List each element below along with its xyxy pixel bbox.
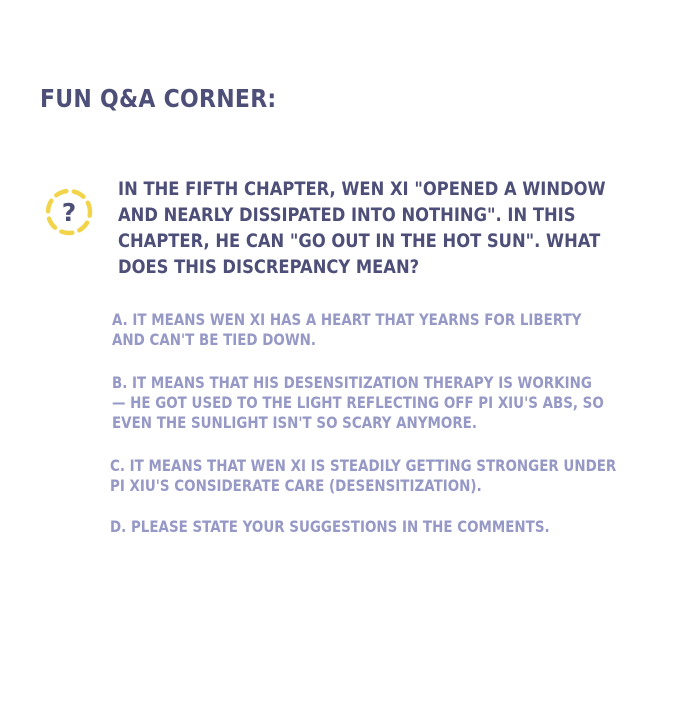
question-line: IN THE FIFTH CHAPTER, WEN XI "OPENED A WINDOW <box>118 178 606 200</box>
answer-line: PI XIU'S CONSIDERATE CARE (DESENSITIZATION). <box>110 476 482 495</box>
question-line: AND NEARLY DISSIPATED INTO NOTHING". IN THIS <box>118 204 576 226</box>
question-mark-icon <box>42 185 96 239</box>
answer-line: AND CAN'T BE TIED DOWN. <box>112 330 317 349</box>
question-line: DOES THIS DISCREPANCY MEAN? <box>118 256 420 278</box>
answer-line: EVEN THE SUNLIGHT ISN'T SO SCARY ANYMORE. <box>112 413 477 432</box>
answer-line: D. PLEASE STATE YOUR SUGGESTIONS IN THE COMMENTS. <box>110 517 550 536</box>
answer-option-c <box>110 456 616 496</box>
answer-option-a <box>112 310 581 350</box>
answer-option-b <box>112 373 604 433</box>
page-title: FUN Q&A CORNER: <box>40 84 277 113</box>
question-mark-glyph: ? <box>61 198 77 227</box>
question-text <box>118 176 606 280</box>
answer-line: A. IT MEANS WEN XI HAS A HEART THAT YEARNS FOR LIBERTY <box>112 310 582 329</box>
question-line: CHAPTER, HE CAN "GO OUT IN THE HOT SUN". WHAT <box>118 230 601 252</box>
answer-line: C. IT MEANS THAT WEN XI IS STEADILY GETTING STRONGER UNDER <box>110 456 617 475</box>
answer-option-d <box>110 517 550 537</box>
answer-line: — HE GOT USED TO THE LIGHT REFLECTING OFF PI XIU'S ABS, SO <box>112 393 604 412</box>
answer-line: B. IT MEANS THAT HIS DESENSITIZATION THERAPY IS WORKING <box>112 373 592 392</box>
